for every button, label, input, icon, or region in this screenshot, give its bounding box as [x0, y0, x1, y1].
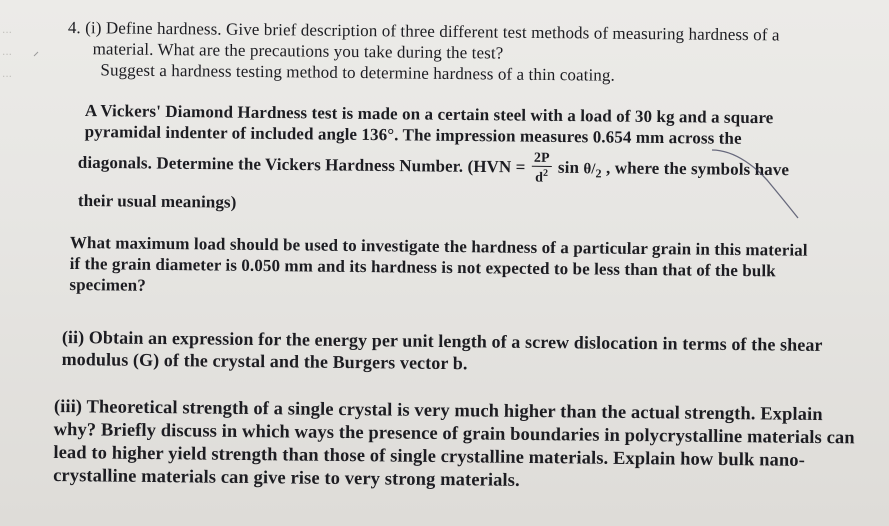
hvn-denominator-base: d [535, 170, 544, 186]
hvn-numerator: 2P [532, 152, 552, 167]
hvn-denominator [532, 167, 552, 186]
question-4-line-2: material. What are the precautions you take during the test? [92, 39, 504, 63]
burgers-vector-symbol: b [452, 353, 464, 374]
pen-tick [34, 52, 38, 56]
question-4-part-i [67, 17, 779, 87]
hvn-half-angle: $\theta/_2$ [583, 161, 602, 181]
margin-scrap: ... [2, 44, 13, 58]
part-ii-line-2-end: . [462, 353, 468, 374]
hvn-sin: sin [557, 157, 580, 177]
question-part-iii [53, 396, 855, 496]
part-ii-line-2-text: modulus (G) of the crystal and the Burgers vector [61, 348, 449, 374]
vickers-line-4: their usual meanings) [77, 190, 237, 212]
margin-scrap: ... [2, 22, 13, 36]
question-4-line-1: 4. (i) Define hardness. Give brief description of three different test methods of measuring hardness of a [67, 17, 780, 45]
part-ii-line-1: (ii) Obtain an expression for the energy per unit length of a screw dislocation in terms of the shear [61, 326, 823, 355]
question-part-ii [62, 326, 823, 378]
vickers-formula-line [78, 147, 790, 188]
part-iii-line-2: why? Briefly discuss in which ways the presence of grain boundaries in polycrystalline materials can [53, 419, 855, 449]
vickers-line-4-block [78, 190, 237, 213]
hvn-denominator-exponent: 2 [542, 167, 549, 179]
hvn-fraction [532, 152, 552, 186]
vickers-line-3-prefix: diagonals. Determine the Vickers Hardness Number. (HVN = [77, 152, 526, 177]
margin-scrap: ... [2, 66, 13, 80]
part-iii-line-1: (iii) Theoretical strength of a single crystal is very much higher than the actual strength. Explain [53, 396, 823, 426]
max-load-question [69, 232, 807, 303]
margin-faded-text [2, 18, 12, 84]
max-load-line-2: if the grain diameter is 0.050 mm and its hardness is not expected to be less than that of the bulk [69, 253, 776, 281]
question-4-line-3: Suggest a hardness testing method to determine hardness of a thin coating. [100, 60, 615, 85]
part-iii-line-4: crystalline materials can give rise to very strong materials. [53, 465, 520, 491]
max-load-line-1: What maximum load should be used to investigate the hardness of a particular grain in this material [69, 232, 808, 260]
hvn-theta-denominator: 2 [595, 166, 602, 181]
max-load-line-3: specimen? [69, 274, 146, 295]
vickers-problem [85, 100, 837, 150]
vickers-line-2: pyramidal indenter of included angle 136°. The impression measures 0.654 mm across the [84, 121, 742, 148]
hvn-theta: θ [583, 161, 592, 178]
vickers-line-1: A Vickers' Diamond Hardness test is made on a certain steel with a load of 30 kg and a square [84, 100, 774, 128]
vickers-line-3-suffix: , where the symbols have [606, 158, 790, 180]
part-iii-line-3: lead to higher yield strength than those of single crystalline materials. Explain how bulk nano- [53, 442, 806, 471]
